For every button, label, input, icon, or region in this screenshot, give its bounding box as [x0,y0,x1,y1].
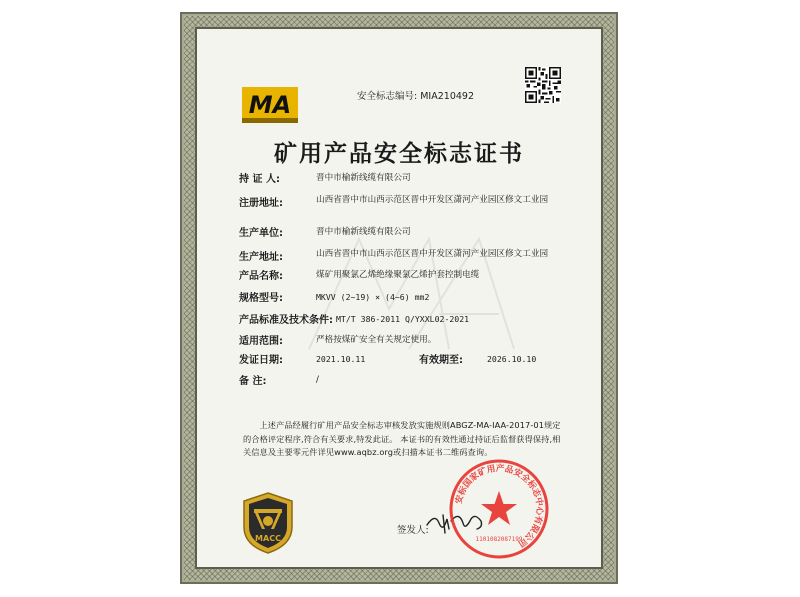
manufacturer-value: 晋中市榆新线缆有限公司 [316,227,411,237]
signer-label: 签发人: [397,525,429,536]
certificate-statement: 上述产品经履行矿用产品安全标志审核发放实施规则ABGZ-MA-IAA-2017-01规定的合格评定程序,符合有关要求,特发此证。 本证书的有效性通过持证后监督获得保持,相关信息及主要零元件详见www.aqbz.org或扫描本证书二维码查询。 [243,420,561,457]
remarks-label: 备 注: [239,376,267,387]
model-value: MKVV (2~19) × (4~6) mm2 [316,292,430,302]
standard-label: 产品标准及技术条件: [239,315,333,326]
product-name-value: 煤矿用聚氯乙烯绝缘聚氯乙烯护套控制电缆 [316,270,480,280]
remarks-value: / [316,375,319,385]
macc-text: MACC [255,534,281,543]
manufacturer-label: 生产单位: [239,228,283,239]
serial-value: MIA210492 [420,91,474,102]
seal-number: 1101082087199 [475,536,523,543]
issue-date-value: 2021.10.11 [316,354,366,364]
official-seal [447,457,551,561]
issue-date-label: 发证日期: [239,355,283,366]
seal-ring-text: 安标国家矿用产品安全标志中心有限公司 [454,463,545,549]
certificate-frame [180,12,618,584]
standard-value: MT/T 386-2011 Q/YXXL02-2021 [336,314,470,324]
production-address-value: 山西省晋中市山西示范区晋中开发区潇河产业园区修文工业园 [316,249,549,259]
serial-label: 安全标志编号: [357,91,418,102]
valid-until-label: 有效期至: [419,355,463,366]
ma-logo-text: MA [248,91,292,119]
holder-label: 持 证 人: [239,174,280,185]
registered-address-label: 注册地址: [239,198,283,209]
registered-address-value: 山西省晋中市山西示范区晋中开发区潇河产业园区修文工业园 [316,195,549,205]
macc-badge [240,491,296,555]
scope-label: 适用范围: [239,336,283,347]
holder-value: 晋中市榆新线缆有限公司 [316,173,411,183]
scope-value: 严格按煤矿安全有关规定使用。 [316,335,437,345]
ma-logo [242,87,298,123]
production-address-label: 生产地址: [239,252,283,263]
model-label: 规格型号: [239,293,283,304]
certificate-title: 矿用产品安全标志证书 [274,140,524,167]
certificate-paper [195,27,603,569]
valid-until-value: 2026.10.10 [487,354,537,364]
product-name-label: 产品名称: [239,271,283,282]
serial-number [357,88,474,102]
qr-code[interactable] [525,67,561,103]
